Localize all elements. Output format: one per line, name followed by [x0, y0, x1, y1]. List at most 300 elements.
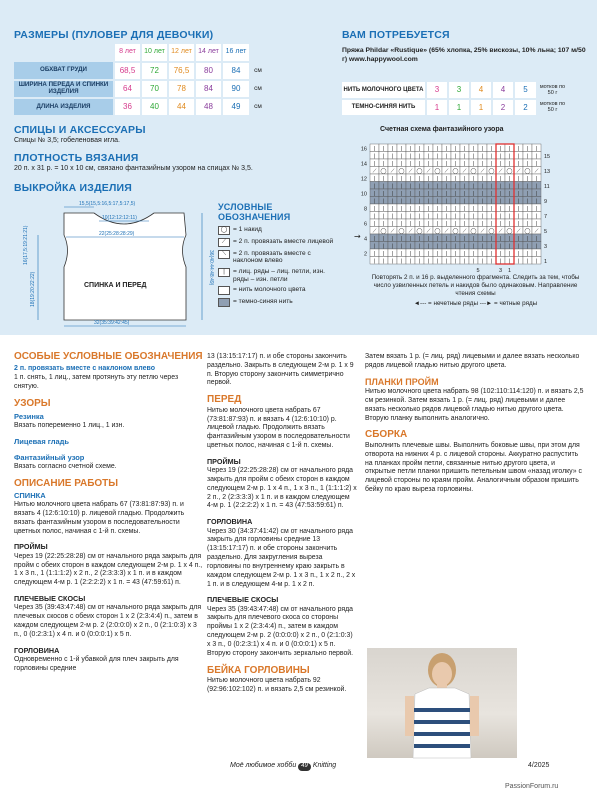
- chart-symbol: |: [436, 183, 439, 190]
- chart-symbol: |: [526, 198, 529, 205]
- legend-item: [218, 250, 338, 265]
- unit: мотков по 50 г: [539, 100, 566, 113]
- chart-symbol: |: [517, 220, 520, 227]
- chart-symbol: |: [535, 213, 538, 220]
- chart-symbol: |: [445, 153, 448, 160]
- cell: 84: [195, 80, 222, 98]
- chart-symbol: ⟋: [534, 168, 539, 175]
- front-text: Нитью молочного цвета набрать 67 (73:81:87:93) п. и вязать 4 (12:6:10:10) р. лицевой гладью. Продолжить вязать фантазийным узором в последовательности цветных полос, начиная с 1-й п. схемы.: [207, 406, 350, 450]
- chart-symbol: ◯: [416, 228, 423, 235]
- arm-title: ПРОЙМЫ: [207, 456, 241, 466]
- chart-symbol: |: [508, 235, 511, 242]
- chart-symbol: |: [508, 258, 511, 265]
- row-number-right: 3: [544, 244, 548, 250]
- st-title: Лицевая гладь: [14, 437, 70, 447]
- chart-symbol: |: [418, 250, 421, 257]
- chart-symbol: |: [373, 250, 376, 257]
- chart-symbol: |: [427, 205, 430, 212]
- chart-symbol: |: [445, 235, 448, 242]
- chart-symbol: |: [472, 258, 475, 265]
- chart-symbol: |: [499, 243, 502, 250]
- row-number-left: 6: [363, 221, 367, 228]
- chart-symbol: |: [490, 213, 493, 220]
- chart-symbol: |: [436, 160, 439, 167]
- chart-symbol: |: [472, 220, 475, 227]
- chart-symbol: |: [463, 250, 466, 257]
- milk-swatch-icon: [218, 286, 230, 295]
- chart-symbol: |: [445, 220, 448, 227]
- yarn-row: [342, 82, 566, 99]
- chart-symbol: ◯: [470, 168, 477, 175]
- chart-symbol: |: [418, 175, 421, 182]
- shoulder-text: Через 35 (39:43:47:48) см от начального ряда закрыть для плечевого скоса со стороны проймы 1 х 2 (2:3:4:4) п., затем в каждом следующем 2-м р. 2 (0:0:0:0) х 2 п., 0 (2:1:0:3) х 3 п., 0 (0:2:3:1) х 4 п. и 0 (0:0:0:1) х 5 п. Вторую сторону закончить зеркально первой.: [207, 605, 354, 657]
- chart-symbol: |: [409, 213, 412, 220]
- chart-symbol: ⟋: [426, 168, 431, 175]
- chart-symbol: |: [400, 145, 403, 152]
- cell: 64: [114, 80, 141, 98]
- chart-symbol: |: [427, 235, 430, 242]
- chart-symbol: |: [445, 250, 448, 257]
- age-4: 14 лет: [195, 44, 222, 62]
- special-title: ОСОБЫЕ УСЛОВНЫЕ ОБОЗНАЧЕНИЯ: [14, 351, 203, 362]
- chart-symbol: |: [508, 220, 511, 227]
- shoulder-title: ПЛЕЧЕВЫЕ СКОСЫ: [14, 593, 86, 603]
- chart-symbol: |: [472, 153, 475, 160]
- chart-symbol: ⟋: [480, 168, 485, 175]
- chart-symbol: ◯: [380, 168, 387, 175]
- chart-grid: [352, 140, 582, 274]
- chart-symbol: |: [445, 145, 448, 152]
- chart-symbol: |: [499, 183, 502, 190]
- stitch-number: 1: [507, 268, 512, 274]
- chart-symbol: |: [508, 153, 511, 160]
- chart-symbol: |: [427, 213, 430, 220]
- chart-symbol: |: [472, 160, 475, 167]
- chart-symbol: |: [400, 250, 403, 257]
- row-number-right: 1: [544, 259, 548, 265]
- needles-title: СПИЦЫ И АКСЕССУАРЫ: [14, 124, 146, 136]
- chart-symbol: |: [418, 183, 421, 190]
- rib-text: Вязать попеременно 1 лиц., 1 изн.: [14, 422, 125, 430]
- arm-text: Через 19 (22:25:28:28) см от начального ряда закрыть для пройм с обеих сторон в каждом следующем 2-м р. 1 х 4 п., 1 х 3 п., 1 (1:1:1:2) х 2 п., 2 (2:3:3:3) х 1 п. и в каждом следующем 4-м р. 1 (2:2:2:2) х 1 п. = 43 (47:53:59:61) п.: [207, 467, 357, 510]
- chart-symbol: |: [400, 175, 403, 182]
- chart-symbol: ⟋: [444, 168, 449, 175]
- chart-symbol: ◯: [506, 228, 513, 235]
- chart-symbol: |: [472, 190, 475, 197]
- chart-symbol: |: [481, 220, 484, 227]
- chart-symbol: |: [391, 235, 394, 242]
- chart-symbol: |: [472, 235, 475, 242]
- chart-symbol: |: [400, 205, 403, 212]
- yarn-over-icon: ◯: [218, 226, 230, 235]
- chart-symbol: |: [382, 235, 385, 242]
- chart-symbol: |: [463, 145, 466, 152]
- special-sub: 2 п. провязать вместе с наклоном влево: [14, 364, 155, 372]
- chart-symbol: |: [526, 183, 529, 190]
- cell: 80: [195, 62, 222, 80]
- chart-symbol: |: [454, 258, 457, 265]
- cell: 70: [141, 80, 168, 98]
- chart-symbol: |: [490, 175, 493, 182]
- chart-symbol: |: [436, 205, 439, 212]
- chart-note: [368, 274, 583, 307]
- chart-symbol: ◯: [506, 168, 513, 175]
- chart-symbol: |: [454, 198, 457, 205]
- arrow-right-icon: →: [354, 232, 361, 241]
- chart-symbol: |: [382, 160, 385, 167]
- stitch-number: 3: [498, 268, 503, 274]
- cell: 72: [141, 62, 168, 80]
- chart-symbol: |: [409, 160, 412, 167]
- chart-symbol: |: [418, 258, 421, 265]
- chart-symbol: |: [418, 198, 421, 205]
- chart-symbol: |: [436, 250, 439, 257]
- chart-symbol: |: [382, 258, 385, 265]
- chart-symbol: |: [391, 190, 394, 197]
- chart-symbol: |: [463, 160, 466, 167]
- chart-symbol: |: [463, 153, 466, 160]
- fancy-title: Фантазийный узор: [14, 452, 85, 462]
- chart-symbol: |: [517, 205, 520, 212]
- chart-symbol: ◯: [398, 228, 405, 235]
- chart-symbol: |: [472, 198, 475, 205]
- chart-symbol: |: [508, 183, 511, 190]
- chart-symbol: |: [508, 145, 511, 152]
- chart-symbol: |: [499, 213, 502, 220]
- chart-symbol: |: [400, 235, 403, 242]
- legend-text: = нить молочного цвета: [233, 286, 306, 294]
- legend: [218, 203, 338, 307]
- chart-symbol: |: [409, 145, 412, 152]
- row-number-left: 16: [360, 146, 367, 153]
- chart-symbol: ◯: [488, 168, 495, 175]
- chart-symbol: |: [400, 153, 403, 160]
- arm-text: Через 19 (22:25:28:28) см от начального ряда закрыть для пройм с обеих сторон в каждом следующем 2-м р. 1 х 4 п., 1 х 3 п., 1 (1:1:1:2) х 2 п., 2 (2:3:3:3) х 1 п. и в каждом следующем 4-м р. 1 (2:2:2:2) х 1 п. = 43 (47:59:61) п.: [14, 552, 203, 587]
- cell: 2: [514, 99, 536, 116]
- chart-symbol: |: [373, 205, 376, 212]
- chart-symbol: ⟋: [534, 228, 539, 235]
- chart-symbol: ◯: [380, 228, 387, 235]
- chart-symbol: |: [427, 183, 430, 190]
- chart-symbol: |: [499, 160, 502, 167]
- chart-symbol: |: [481, 258, 484, 265]
- chart-symbol: |: [526, 250, 529, 257]
- chart-symbol: |: [490, 190, 493, 197]
- chart-symbol: |: [535, 235, 538, 242]
- yarn-table: [342, 82, 566, 117]
- chart-symbol: |: [472, 145, 475, 152]
- legend-text: = 2 п. провязать вместе с наклоном влево: [233, 249, 311, 265]
- chart-symbol: |: [436, 235, 439, 242]
- special-text: 1 п. снять, 1 лиц., затем протянуть эту петлю через снятую.: [14, 374, 179, 391]
- chart-symbol: |: [445, 160, 448, 167]
- chart-symbol: |: [445, 205, 448, 212]
- chart-symbol: |: [499, 250, 502, 257]
- neck-text: Через 30 (34:37:41:42) см от начального ряда закрыть для горловины средние 13 (13:15:17:17) п. и обе стороны закончить раздельно. Для закругления выреза горловины по внутреннему краю закрыть в каждом следующем 2-м р. 1 х 3 п., 1 х 2 п., 2 х 1 п. и в следующем 4-м р. 1 х 2 п.: [207, 527, 356, 588]
- stitch-chart: [352, 126, 582, 274]
- column-1: [14, 352, 204, 673]
- materials-section: [342, 29, 587, 65]
- chart-symbol: |: [382, 153, 385, 160]
- chart-symbol: |: [508, 205, 511, 212]
- legend-text: = темно-синяя нить: [233, 298, 293, 306]
- assembly-text: Выполнить плечевые швы. Выполнить боковые швы, при этом для отворота на нижних 4 р. с лицевой стороны. Аккуратно распустить на планках пройм петли, связанные нитью другого цвета, и открытые петли планки пришить петельным швом «назад иголку» с лицевой стороны по краям пройм. Аналогичным образом пришить бейку по краю выреза горловины.: [365, 441, 582, 494]
- chart-symbol: ⟋: [390, 168, 395, 175]
- chart-symbol: |: [382, 250, 385, 257]
- chart-symbol: |: [472, 213, 475, 220]
- chart-symbol: ⟋: [480, 228, 485, 235]
- chart-symbol: |: [463, 220, 466, 227]
- chart-symbol: |: [454, 175, 457, 182]
- chart-symbol: |: [373, 190, 376, 197]
- arrow-right-icon: ---►: [479, 299, 493, 307]
- legend-text: = 2 п. провязать вместе лицевой: [233, 237, 334, 245]
- chart-symbol: |: [454, 213, 457, 220]
- cell: 4: [470, 82, 492, 99]
- chart-symbol: |: [508, 198, 511, 205]
- chart-symbol: |: [454, 183, 457, 190]
- chart-symbol: |: [427, 243, 430, 250]
- chart-symbol: ⟋: [390, 228, 395, 235]
- chart-symbol: |: [526, 258, 529, 265]
- chart-symbol: |: [418, 235, 421, 242]
- chart-symbol: |: [418, 205, 421, 212]
- chart-symbol: |: [454, 243, 457, 250]
- sizes-title: РАЗМЕРЫ (ПУЛОВЕР ДЛЯ ДЕВОЧКИ): [14, 29, 214, 41]
- chart-symbol: |: [391, 258, 394, 265]
- chart-symbol: |: [454, 250, 457, 257]
- chart-symbol: |: [400, 213, 403, 220]
- yarn-row: [342, 99, 566, 116]
- cont-text: Затем вязать 1 р. (= лиц. ряд) лицевыми и далее вязать несколько рядов лицевой гладью нитью другого цвета.: [365, 353, 580, 369]
- footer-magazine: [230, 762, 336, 771]
- chart-symbol: |: [427, 153, 430, 160]
- row-label: ДЛИНА ИЗДЕЛИЯ: [14, 98, 114, 116]
- dim-right: 36(40:44:48:49): [208, 250, 214, 286]
- chart-symbol: |: [445, 213, 448, 220]
- column-3: [365, 352, 585, 495]
- sizes-row: [14, 62, 267, 80]
- chart-symbol: |: [454, 235, 457, 242]
- chart-symbol: |: [454, 220, 457, 227]
- chart-symbol: |: [427, 250, 430, 257]
- chart-symbol: |: [418, 190, 421, 197]
- dim-top: 15,5(15,5:16,5:17,5:17,5): [79, 201, 136, 207]
- chart-symbol: |: [409, 190, 412, 197]
- row-number-left: 2: [363, 251, 367, 258]
- chart-symbol: |: [472, 205, 475, 212]
- chart-symbol: |: [508, 243, 511, 250]
- chart-symbol: |: [499, 175, 502, 182]
- chart-symbol: |: [526, 243, 529, 250]
- row-number-right: 5: [544, 229, 548, 235]
- chart-symbol: |: [418, 145, 421, 152]
- chart-symbol: |: [463, 213, 466, 220]
- cell: 49: [222, 98, 249, 116]
- cell: 5: [514, 82, 536, 99]
- sizes-row: [14, 98, 267, 116]
- dim-neck: 10(12:12:12:11): [102, 215, 137, 221]
- chart-symbol: |: [418, 160, 421, 167]
- chart-symbol: |: [526, 213, 529, 220]
- chart-symbol: |: [445, 258, 448, 265]
- chart-symbol: |: [373, 220, 376, 227]
- cell: 48: [195, 98, 222, 116]
- chart-symbol: ◯: [452, 168, 459, 175]
- chart-symbol: ⟋: [426, 228, 431, 235]
- chart-symbol: |: [436, 190, 439, 197]
- chart-symbol: |: [445, 183, 448, 190]
- chart-symbol: ⟋: [462, 228, 467, 235]
- chart-symbol: |: [499, 205, 502, 212]
- desc-title: ОПИСАНИЕ РАБОТЫ: [14, 478, 119, 490]
- chart-symbol: |: [391, 175, 394, 182]
- neck-text: Одновременно с 1-й убавкой для плеч закрыть для горловины средние: [14, 655, 179, 672]
- chart-symbol: |: [427, 198, 430, 205]
- chart-symbol: |: [490, 250, 493, 257]
- row-number-left: 4: [363, 236, 367, 243]
- dim-left-lower: 18(19:20:22:22): [30, 271, 36, 307]
- cell: 2: [492, 99, 514, 116]
- chart-symbol: |: [427, 160, 430, 167]
- chart-symbol: |: [382, 220, 385, 227]
- chart-symbol: |: [517, 145, 520, 152]
- neck-title: ГОРЛОВИНА: [207, 517, 253, 527]
- age-3: 12 лет: [168, 44, 195, 62]
- chart-symbol: |: [517, 258, 520, 265]
- chart-symbol: ⟋: [444, 228, 449, 235]
- chart-symbol: |: [400, 220, 403, 227]
- chart-symbol: |: [517, 153, 520, 160]
- chart-symbol: |: [535, 153, 538, 160]
- chart-symbol: |: [490, 235, 493, 242]
- reading-direction: [368, 300, 583, 308]
- shoulder-text: Через 35 (39:43:47:48) см от начального ряда закрыть для плечевых скосов с обеих сторон 1 х 2 (2:3:4:4) п., затем в каждом следующем 2-м р. 2 (2:0:0:0) х 2 п., 0 (2:1:0:3) х 3 п., 0 (0:2:3:1) х 4 п. и 0 (0:0:0:1) х 5 п.: [14, 604, 202, 638]
- page-number: 49: [298, 763, 311, 771]
- column-2: [207, 352, 357, 695]
- chart-symbol: |: [400, 198, 403, 205]
- chart-symbol: |: [463, 205, 466, 212]
- age-2: 10 лет: [141, 44, 168, 62]
- assembly-title: СБОРКА: [365, 429, 408, 441]
- navy-swatch-icon: [218, 298, 230, 307]
- materials-text: Пряжа Phildar «Rustique» (65% хлопка, 25% вискозы, 10% льна; 107 м/50 г) www.happywool.com: [342, 47, 586, 63]
- chart-symbol: |: [472, 250, 475, 257]
- chart-symbol: |: [463, 190, 466, 197]
- dim-bottom: 32(35:39:42:45): [94, 320, 130, 326]
- chart-symbol: |: [418, 220, 421, 227]
- chart-symbol: |: [382, 198, 385, 205]
- model-photo: [367, 648, 517, 758]
- chart-symbol: |: [526, 235, 529, 242]
- back-title: СПИНКА: [14, 490, 46, 500]
- pattern-schematic: [14, 195, 214, 330]
- legend-item: [218, 268, 338, 283]
- chart-symbol: |: [508, 160, 511, 167]
- band-text: Нитью молочного цвета набрать 92 (92:96:102:102) п. и вязать 2,5 см резинкой.: [207, 677, 347, 693]
- chart-symbol: |: [472, 183, 475, 190]
- row-number-right: 13: [544, 169, 551, 175]
- chart-symbol: |: [391, 243, 394, 250]
- chart-symbol: |: [373, 160, 376, 167]
- chart-symbol: |: [481, 190, 484, 197]
- chart-symbol: |: [463, 183, 466, 190]
- cell: 3: [448, 82, 470, 99]
- chart-symbol: |: [481, 175, 484, 182]
- row-number-right: 7: [544, 214, 548, 220]
- chart-symbol: |: [517, 213, 520, 220]
- legend-item: [218, 226, 338, 235]
- cell: 3: [426, 82, 448, 99]
- chart-symbol: |: [508, 213, 511, 220]
- chart-symbol: |: [373, 258, 376, 265]
- chart-symbol: ⟋: [408, 228, 413, 235]
- chart-symbol: |: [490, 243, 493, 250]
- even-rows-label: = четные ряды: [494, 299, 538, 307]
- unit: см: [249, 80, 267, 98]
- chart-symbol: |: [463, 235, 466, 242]
- chart-symbol: |: [400, 160, 403, 167]
- dim-left: 16(17,5:19:21:21): [23, 225, 29, 265]
- chart-symbol: ◯: [416, 168, 423, 175]
- chart-symbol: |: [409, 153, 412, 160]
- needles-text: Спицы № 3,5; гобеленовая игла.: [14, 137, 120, 145]
- chart-symbol: |: [418, 153, 421, 160]
- chart-symbol: ◯: [434, 228, 441, 235]
- chart-symbol: |: [517, 190, 520, 197]
- chart-symbol: |: [382, 190, 385, 197]
- row-number-left: 10: [360, 191, 367, 198]
- chart-symbol: |: [535, 220, 538, 227]
- chart-symbol: |: [454, 160, 457, 167]
- fancy-text: Вязать согласно счетной схеме.: [14, 463, 117, 471]
- odd-rows-label: = нечетные ряды: [428, 299, 478, 307]
- chart-symbol: |: [400, 258, 403, 265]
- materials-title: ВАМ ПОТРЕБУЕТСЯ: [342, 29, 450, 41]
- chart-symbol: |: [481, 235, 484, 242]
- chart-symbol: ⟋: [498, 168, 503, 175]
- chart-symbol: |: [490, 183, 493, 190]
- chart-symbol: |: [436, 198, 439, 205]
- chart-symbol: |: [499, 235, 502, 242]
- chart-symbol: |: [427, 190, 430, 197]
- chart-symbol: |: [490, 220, 493, 227]
- legend-item: [218, 298, 338, 307]
- chart-symbol: |: [400, 243, 403, 250]
- chart-symbol: |: [517, 160, 520, 167]
- chart-symbol: |: [490, 258, 493, 265]
- arm-title: ПРОЙМЫ: [14, 542, 48, 552]
- chart-symbol: |: [454, 153, 457, 160]
- chart-symbol: |: [517, 175, 520, 182]
- chart-symbol: ◯: [470, 228, 477, 235]
- sizes-row: [14, 80, 267, 98]
- chart-symbol: |: [409, 175, 412, 182]
- magazine-name: Моё любимое хобби: [230, 762, 297, 769]
- chart-note-text: Повторять 2 п. и 16 р. выделенного фрагмента. Следить за тем, чтобы число узвиленных петель и накидов было одинаковым. Направление чтения схемы: [371, 274, 580, 297]
- chart-symbol: |: [535, 160, 538, 167]
- chart-symbol: |: [481, 250, 484, 257]
- chart-symbol: ◯: [524, 168, 531, 175]
- chart-symbol: |: [409, 205, 412, 212]
- chart-symbol: |: [409, 243, 412, 250]
- chart-symbol: |: [490, 153, 493, 160]
- chart-symbol: |: [517, 243, 520, 250]
- front-title: ПЕРЕД: [207, 394, 242, 406]
- chart-symbol: |: [373, 183, 376, 190]
- chart-symbol: |: [481, 243, 484, 250]
- cell: 76,5: [168, 62, 195, 80]
